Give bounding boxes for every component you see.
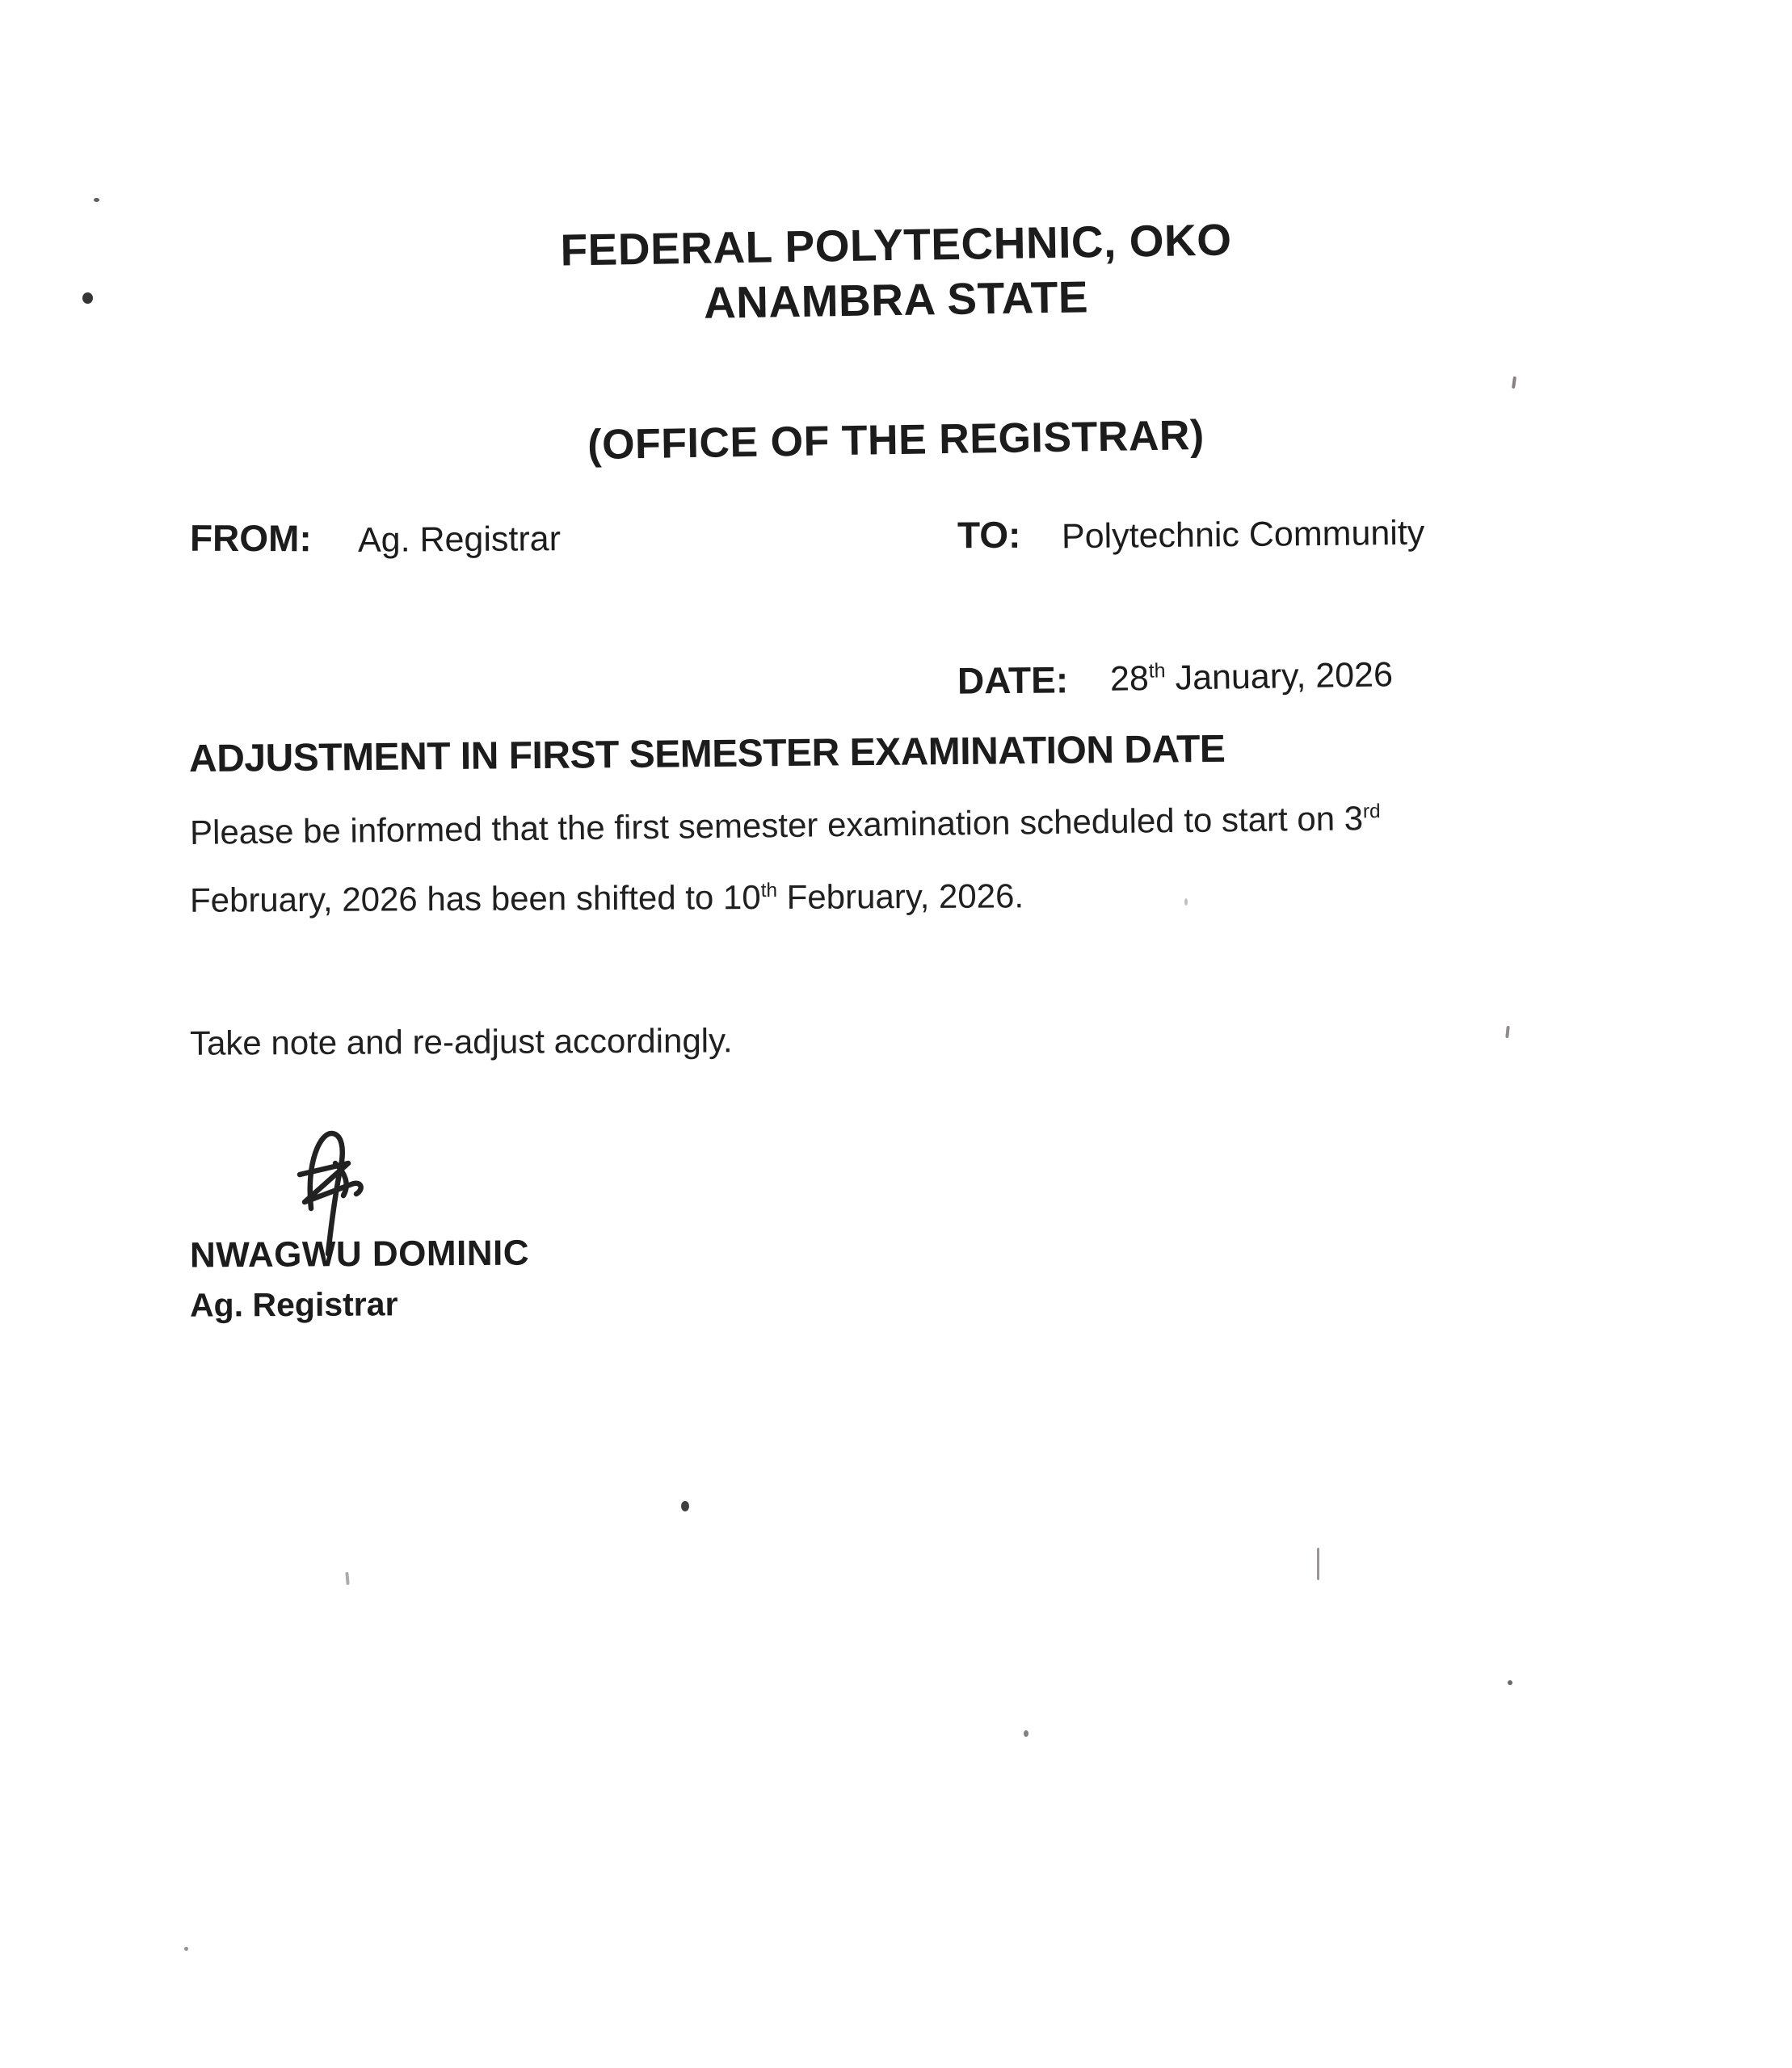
from-value: Ag. Registrar xyxy=(357,519,562,560)
body-line-2-ordinal: th xyxy=(760,879,778,902)
institution-name: FEDERAL POLYTECHNIC, OKO xyxy=(560,214,1232,275)
from-label: FROM: xyxy=(189,516,312,560)
scan-speck xyxy=(184,1947,188,1951)
scan-speck xyxy=(1508,1680,1512,1685)
subject-heading: ADJUSTMENT IN FIRST SEMESTER EXAMINATION DATE xyxy=(188,727,1226,781)
to-label: TO: xyxy=(957,513,1021,557)
body-line-1-ordinal: rd xyxy=(1362,800,1381,823)
body-line-1 xyxy=(190,799,1381,852)
body-line-2-text-b: February, 2026. xyxy=(776,876,1024,916)
body-line-2 xyxy=(190,876,1024,920)
date-rest: January, 2026 xyxy=(1165,655,1394,698)
scan-speck xyxy=(1317,1548,1319,1580)
scan-speck xyxy=(1024,1730,1029,1737)
scan-speck xyxy=(345,1572,349,1585)
date-day: 28 xyxy=(1109,658,1150,699)
date-ordinal: th xyxy=(1148,659,1166,683)
signatory-title: Ag. Registrar xyxy=(189,1285,398,1324)
body-line-1-text: Please be informed that the first semester examination scheduled to start on 3 xyxy=(189,799,1364,852)
office-line: (OFFICE OF THE REGISTRAR) xyxy=(587,412,1205,469)
date-label: DATE: xyxy=(957,658,1069,702)
scan-speck xyxy=(82,292,93,304)
scan-speck xyxy=(1505,1026,1510,1038)
institution-state: ANAMBRA STATE xyxy=(703,271,1089,328)
scan-speck xyxy=(94,198,99,202)
body-line-2-text-a: February, 2026 has been shifted to 10 xyxy=(189,878,761,919)
to-value: Polytechnic Community xyxy=(1061,513,1425,557)
date-value xyxy=(1110,655,1394,700)
scan-speck xyxy=(681,1501,689,1511)
closing-line: Take note and re-adjust accordingly. xyxy=(189,1021,733,1062)
signatory-name: NWAGWU DOMINIC xyxy=(189,1233,530,1276)
scan-speck xyxy=(1184,898,1188,906)
scan-speck xyxy=(1512,376,1516,389)
